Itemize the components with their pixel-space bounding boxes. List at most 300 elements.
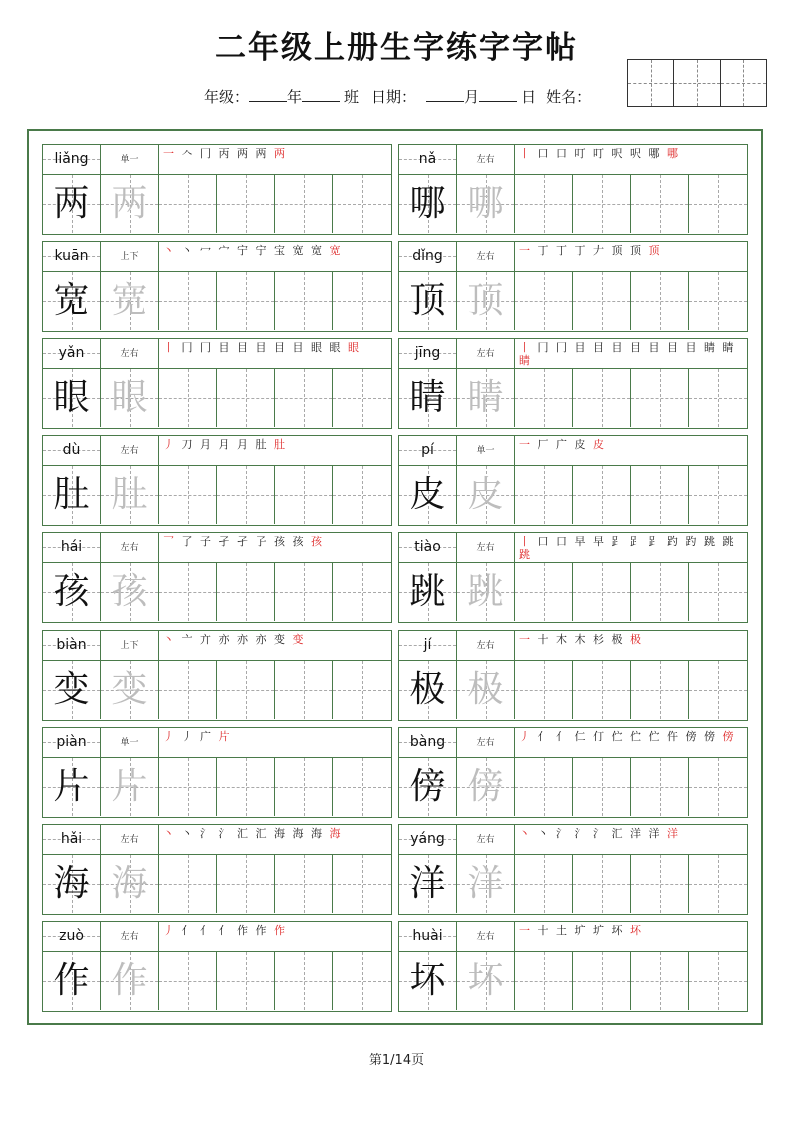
stroke-step: 丶 bbox=[519, 827, 532, 840]
stroke-step: 广 bbox=[556, 438, 569, 451]
practice-cell[interactable] bbox=[159, 466, 217, 524]
practice-cell[interactable] bbox=[275, 758, 333, 816]
structure-label: 左右 bbox=[101, 825, 159, 854]
writing-row bbox=[399, 758, 747, 816]
stroke-step: 宽 bbox=[292, 244, 306, 257]
card-info-row bbox=[399, 242, 747, 272]
stroke-step: 圹 bbox=[574, 924, 588, 937]
model-char-cell bbox=[43, 855, 101, 913]
practice-cell[interactable] bbox=[275, 272, 333, 330]
stroke-step: 作 bbox=[237, 924, 250, 937]
pinyin-cell bbox=[43, 145, 101, 174]
model-char-cell bbox=[43, 369, 101, 427]
model-char: 皮 bbox=[409, 474, 446, 515]
stroke-step: 一 bbox=[519, 244, 532, 257]
card-info-row bbox=[399, 436, 747, 466]
practice-cell[interactable] bbox=[573, 661, 631, 719]
pinyin-cell bbox=[43, 922, 101, 951]
model-char-cell bbox=[399, 661, 457, 719]
practice-cell[interactable] bbox=[159, 369, 217, 427]
practice-cell[interactable] bbox=[631, 369, 689, 427]
page-number: 第1/14页 bbox=[368, 1053, 425, 1068]
practice-cell[interactable] bbox=[573, 466, 631, 524]
practice-cell[interactable] bbox=[217, 175, 275, 233]
year-blank[interactable] bbox=[249, 87, 287, 102]
structure-label: 单一 bbox=[101, 728, 159, 757]
practice-cell[interactable] bbox=[515, 855, 573, 913]
trace-char: 傍 bbox=[467, 766, 504, 807]
practice-cell[interactable] bbox=[573, 369, 631, 427]
stroke-step: 早 bbox=[593, 535, 606, 548]
char-card-13 bbox=[398, 727, 748, 818]
day-label: 日 bbox=[521, 88, 537, 106]
stroke-step: 仁 bbox=[574, 730, 588, 743]
practice-cell[interactable] bbox=[689, 661, 747, 719]
stroke-step: 圹 bbox=[593, 924, 606, 937]
model-char: 变 bbox=[53, 669, 90, 710]
stroke-step: 睛 bbox=[722, 341, 736, 354]
practice-cell[interactable] bbox=[159, 563, 217, 621]
stroke-step: 丿 bbox=[163, 924, 176, 937]
practice-cell[interactable] bbox=[515, 758, 573, 816]
name-box-cell[interactable] bbox=[628, 60, 674, 106]
pinyin-text: huài bbox=[412, 928, 443, 944]
stroke-step: 皮 bbox=[574, 438, 588, 451]
pinyin-text: bàng bbox=[409, 734, 446, 750]
stroke-step: 仃 bbox=[593, 730, 606, 743]
stroke-step: 傍 bbox=[722, 730, 736, 743]
model-char-cell bbox=[399, 952, 457, 1010]
stroke-step: 广 bbox=[200, 730, 213, 743]
practice-cell[interactable] bbox=[689, 758, 747, 816]
stroke-step: 早 bbox=[574, 535, 588, 548]
practice-cell[interactable] bbox=[689, 952, 747, 1010]
stroke-step: 汇 bbox=[237, 827, 250, 840]
practice-cell[interactable] bbox=[515, 272, 573, 330]
stroke-step: 目 bbox=[593, 341, 606, 354]
practice-cell[interactable] bbox=[159, 855, 217, 913]
stroke-step: 眼 bbox=[348, 341, 361, 354]
day-blank[interactable] bbox=[479, 87, 517, 102]
stroke-order bbox=[163, 244, 387, 257]
stroke-step: 目 bbox=[611, 341, 625, 354]
pinyin-text: tiào bbox=[414, 539, 441, 555]
char-card-6 bbox=[42, 435, 392, 526]
stroke-step: 趵 bbox=[667, 535, 680, 548]
stroke-step: 孑 bbox=[237, 535, 250, 548]
writing-row bbox=[399, 855, 747, 913]
trace-char-cell bbox=[457, 466, 515, 524]
stroke-step: 氵 bbox=[593, 827, 606, 840]
pinyin-cell bbox=[399, 728, 457, 757]
name-box[interactable] bbox=[627, 59, 767, 107]
practice-cell[interactable] bbox=[631, 175, 689, 233]
structure-label: 左右 bbox=[101, 436, 159, 465]
stroke-step: 丨 bbox=[163, 341, 176, 354]
stroke-step: 亦 bbox=[218, 633, 232, 646]
trace-char: 洋 bbox=[467, 863, 504, 904]
stroke-step: 亦 bbox=[237, 633, 250, 646]
char-card-3 bbox=[398, 241, 748, 332]
model-char: 两 bbox=[53, 183, 90, 224]
structure-label: 左右 bbox=[457, 339, 515, 368]
stroke-step: 海 bbox=[311, 827, 324, 840]
stroke-step: 丨 bbox=[519, 147, 532, 160]
writing-row bbox=[43, 758, 391, 816]
stroke-step: 目 bbox=[255, 341, 269, 354]
structure-label: 上下 bbox=[101, 242, 159, 271]
trace-char: 作 bbox=[111, 960, 148, 1001]
stroke-step: 宽 bbox=[329, 244, 343, 257]
structure-label: 左右 bbox=[457, 825, 515, 854]
practice-cell[interactable] bbox=[631, 466, 689, 524]
practice-cell[interactable] bbox=[217, 563, 275, 621]
model-char-cell bbox=[43, 758, 101, 816]
practice-cell[interactable] bbox=[631, 952, 689, 1010]
stroke-step: 海 bbox=[329, 827, 343, 840]
practice-cell[interactable] bbox=[159, 758, 217, 816]
stroke-step: 宁 bbox=[237, 244, 250, 257]
stroke-step: 叮 bbox=[593, 147, 606, 160]
trace-char-cell bbox=[101, 758, 159, 816]
stroke-step: 呎 bbox=[611, 147, 625, 160]
stroke-step: 木 bbox=[556, 633, 569, 646]
writing-row bbox=[399, 952, 747, 1010]
card-info-row bbox=[43, 631, 391, 661]
writing-row bbox=[43, 369, 391, 427]
model-char: 洋 bbox=[409, 863, 446, 904]
stroke-order bbox=[519, 535, 743, 561]
pinyin-cell bbox=[43, 533, 101, 562]
writing-row bbox=[399, 466, 747, 524]
trace-char: 哪 bbox=[467, 183, 504, 224]
stroke-order bbox=[163, 827, 387, 840]
structure-label: 左右 bbox=[101, 533, 159, 562]
stroke-step: 顶 bbox=[648, 244, 662, 257]
practice-cell[interactable] bbox=[275, 855, 333, 913]
pinyin-cell bbox=[399, 339, 457, 368]
stroke-step: 皮 bbox=[593, 438, 606, 451]
stroke-step: 亻 bbox=[181, 924, 195, 937]
practice-cell[interactable] bbox=[333, 272, 391, 330]
class-label: 班 bbox=[344, 88, 360, 106]
practice-cell[interactable] bbox=[159, 272, 217, 330]
stroke-step: 丶 bbox=[181, 244, 195, 257]
info-line bbox=[204, 86, 591, 107]
practice-cell[interactable] bbox=[573, 855, 631, 913]
pinyin-text: liǎng bbox=[54, 151, 89, 167]
structure-label: 左右 bbox=[457, 533, 515, 562]
model-char: 坏 bbox=[409, 960, 446, 1001]
trace-char: 跳 bbox=[467, 571, 504, 612]
stroke-step: 亻 bbox=[200, 924, 213, 937]
pinyin-cell bbox=[399, 825, 457, 854]
card-info-row bbox=[43, 436, 391, 466]
model-char: 作 bbox=[53, 960, 90, 1001]
model-char-cell bbox=[43, 661, 101, 719]
trace-char: 海 bbox=[111, 863, 148, 904]
stroke-step: 跳 bbox=[722, 535, 736, 548]
stroke-step: 目 bbox=[218, 341, 232, 354]
stroke-order bbox=[163, 924, 387, 937]
stroke-step: 冂 bbox=[200, 147, 213, 160]
stroke-step: 子 bbox=[200, 535, 213, 548]
structure-label: 左右 bbox=[457, 728, 515, 757]
practice-cell[interactable] bbox=[217, 272, 275, 330]
pinyin-cell bbox=[399, 242, 457, 271]
practice-cell[interactable] bbox=[217, 952, 275, 1010]
stroke-step: 丨 bbox=[519, 535, 532, 548]
stroke-step: 丁 bbox=[556, 244, 569, 257]
stroke-step: 冂 bbox=[200, 341, 213, 354]
stroke-step: 冂 bbox=[537, 341, 551, 354]
writing-row bbox=[43, 661, 391, 719]
practice-cell[interactable] bbox=[689, 466, 747, 524]
trace-char-cell bbox=[457, 272, 515, 330]
pinyin-cell bbox=[43, 242, 101, 271]
practice-cell[interactable] bbox=[275, 175, 333, 233]
practice-cell[interactable] bbox=[689, 563, 747, 621]
practice-cell[interactable] bbox=[689, 369, 747, 427]
practice-cell[interactable] bbox=[515, 175, 573, 233]
stroke-step: 氵 bbox=[556, 827, 569, 840]
practice-cell[interactable] bbox=[573, 952, 631, 1010]
practice-cell[interactable] bbox=[275, 952, 333, 1010]
writing-row bbox=[399, 175, 747, 233]
model-char: 顶 bbox=[409, 280, 446, 321]
practice-cell[interactable] bbox=[217, 661, 275, 719]
practice-cell[interactable] bbox=[159, 661, 217, 719]
practice-cell[interactable] bbox=[631, 758, 689, 816]
stroke-order bbox=[519, 438, 743, 451]
trace-char: 片 bbox=[111, 766, 148, 807]
stroke-step: 孩 bbox=[274, 535, 287, 548]
stroke-step: 丨 bbox=[519, 341, 532, 354]
practice-cell[interactable] bbox=[573, 272, 631, 330]
card-info-row bbox=[43, 242, 391, 272]
char-card-7 bbox=[398, 435, 748, 526]
char-card-1 bbox=[398, 144, 748, 235]
stroke-step: 目 bbox=[292, 341, 306, 354]
pinyin-cell bbox=[399, 922, 457, 951]
writing-row bbox=[43, 466, 391, 524]
model-char: 眼 bbox=[53, 377, 90, 418]
model-char-cell bbox=[399, 466, 457, 524]
pinyin-cell bbox=[43, 631, 101, 660]
stroke-order bbox=[163, 535, 387, 548]
trace-char-cell bbox=[457, 175, 515, 233]
stroke-step: 宝 bbox=[274, 244, 287, 257]
stroke-order bbox=[163, 730, 387, 743]
pinyin-text: kuān bbox=[54, 248, 89, 264]
stroke-step: 两 bbox=[237, 147, 250, 160]
stroke-order bbox=[163, 438, 387, 451]
practice-cell[interactable] bbox=[217, 369, 275, 427]
practice-cell[interactable] bbox=[275, 466, 333, 524]
char-card-11 bbox=[398, 630, 748, 721]
trace-char-cell bbox=[457, 369, 515, 427]
stroke-step: 跳 bbox=[519, 548, 532, 561]
stroke-step: 丶 bbox=[163, 244, 176, 257]
pinyin-text: piàn bbox=[56, 734, 87, 750]
stroke-step: 冖 bbox=[200, 244, 213, 257]
practice-cell[interactable] bbox=[631, 855, 689, 913]
writing-row bbox=[399, 369, 747, 427]
pinyin-text: yáng bbox=[410, 831, 445, 847]
trace-char: 宽 bbox=[111, 280, 148, 321]
card-info-row bbox=[43, 145, 391, 175]
trace-char-cell bbox=[101, 563, 159, 621]
practice-cell[interactable] bbox=[333, 855, 391, 913]
structure-label: 左右 bbox=[101, 339, 159, 368]
practice-cell[interactable] bbox=[275, 369, 333, 427]
stroke-step: 极 bbox=[611, 633, 625, 646]
practice-cell[interactable] bbox=[631, 272, 689, 330]
stroke-step: 亻 bbox=[537, 730, 551, 743]
practice-cell[interactable] bbox=[573, 175, 631, 233]
trace-char: 皮 bbox=[467, 474, 504, 515]
practice-cell[interactable] bbox=[631, 563, 689, 621]
pinyin-text: pí bbox=[421, 442, 434, 458]
char-card-9 bbox=[398, 532, 748, 623]
stroke-step: 傍 bbox=[685, 730, 699, 743]
practice-cell[interactable] bbox=[515, 369, 573, 427]
practice-cell[interactable] bbox=[333, 661, 391, 719]
stroke-step: 两 bbox=[274, 147, 287, 160]
model-char: 孩 bbox=[53, 571, 90, 612]
stroke-step: 两 bbox=[255, 147, 269, 160]
card-info-row bbox=[399, 922, 747, 952]
model-char-cell bbox=[43, 466, 101, 524]
practice-cell[interactable] bbox=[275, 563, 333, 621]
stroke-step: 海 bbox=[274, 827, 287, 840]
practice-cell[interactable] bbox=[217, 758, 275, 816]
practice-cell[interactable] bbox=[689, 175, 747, 233]
writing-row bbox=[43, 175, 391, 233]
pinyin-text: jīng bbox=[414, 345, 441, 361]
stroke-step: 目 bbox=[574, 341, 588, 354]
model-char: 片 bbox=[53, 766, 90, 807]
stroke-step: 伫 bbox=[611, 730, 625, 743]
practice-cell[interactable] bbox=[515, 952, 573, 1010]
practice-cell[interactable] bbox=[275, 661, 333, 719]
stroke-step: 口 bbox=[556, 535, 569, 548]
structure-label: 左右 bbox=[457, 242, 515, 271]
card-info-row bbox=[399, 533, 747, 563]
trace-char: 孩 bbox=[111, 571, 148, 612]
stroke-step: 了 bbox=[181, 535, 195, 548]
practice-cell[interactable] bbox=[333, 758, 391, 816]
stroke-step: 跳 bbox=[704, 535, 717, 548]
model-char: 海 bbox=[53, 863, 90, 904]
grade-label: 年级： bbox=[204, 88, 250, 106]
stroke-step: 顶 bbox=[630, 244, 643, 257]
practice-cell[interactable] bbox=[515, 661, 573, 719]
pinyin-text: hǎi bbox=[60, 831, 83, 847]
structure-label: 上下 bbox=[101, 631, 159, 660]
practice-cell[interactable] bbox=[573, 758, 631, 816]
writing-row bbox=[43, 952, 391, 1010]
card-info-row bbox=[43, 825, 391, 855]
practice-cell[interactable] bbox=[689, 855, 747, 913]
stroke-step: 一 bbox=[519, 633, 532, 646]
pinyin-text: dù bbox=[62, 442, 81, 458]
practice-cell[interactable] bbox=[515, 563, 573, 621]
pinyin-cell bbox=[399, 145, 457, 174]
stroke-step: 仵 bbox=[667, 730, 680, 743]
model-char: 跳 bbox=[409, 571, 446, 612]
structure-label: 左右 bbox=[457, 631, 515, 660]
model-char-cell bbox=[43, 175, 101, 233]
practice-cell[interactable] bbox=[333, 466, 391, 524]
stroke-step: 丿 bbox=[181, 730, 195, 743]
model-char: 极 bbox=[409, 669, 446, 710]
stroke-step: 睛 bbox=[704, 341, 717, 354]
stroke-step: 作 bbox=[255, 924, 269, 937]
stroke-step: 杉 bbox=[593, 633, 606, 646]
practice-cell[interactable] bbox=[333, 952, 391, 1010]
trace-char: 肚 bbox=[111, 474, 148, 515]
practice-cell[interactable] bbox=[217, 466, 275, 524]
char-card-14 bbox=[42, 824, 392, 915]
char-card-15 bbox=[398, 824, 748, 915]
stroke-step: 乛 bbox=[163, 535, 176, 548]
stroke-step: 坏 bbox=[611, 924, 625, 937]
trace-char-cell bbox=[101, 272, 159, 330]
structure-label: 左右 bbox=[457, 145, 515, 174]
stroke-step: 氵 bbox=[200, 827, 213, 840]
stroke-step: 伫 bbox=[648, 730, 662, 743]
char-card-12 bbox=[42, 727, 392, 818]
model-char: 肚 bbox=[53, 474, 90, 515]
practice-cell[interactable] bbox=[573, 563, 631, 621]
stroke-order bbox=[519, 827, 743, 840]
model-char: 睛 bbox=[409, 377, 446, 418]
stroke-step: 叮 bbox=[574, 147, 588, 160]
trace-char-cell bbox=[101, 855, 159, 913]
practice-cell[interactable] bbox=[515, 466, 573, 524]
name-box-cell[interactable] bbox=[721, 60, 766, 106]
practice-cell[interactable] bbox=[689, 272, 747, 330]
month-blank[interactable] bbox=[426, 87, 464, 102]
practice-cell[interactable] bbox=[217, 855, 275, 913]
stroke-step: 亻 bbox=[218, 924, 232, 937]
practice-cell[interactable] bbox=[159, 175, 217, 233]
stroke-step: 丿 bbox=[163, 438, 176, 451]
name-box-cell[interactable] bbox=[674, 60, 720, 106]
practice-cell[interactable] bbox=[631, 661, 689, 719]
card-info-row bbox=[399, 728, 747, 758]
trace-char: 变 bbox=[111, 669, 148, 710]
stroke-step: 片 bbox=[218, 730, 232, 743]
pinyin-cell bbox=[43, 436, 101, 465]
month-label: 月 bbox=[464, 88, 480, 106]
model-char: 哪 bbox=[409, 183, 446, 224]
model-char-cell bbox=[43, 563, 101, 621]
stroke-step: 海 bbox=[292, 827, 306, 840]
class-blank[interactable] bbox=[302, 87, 340, 102]
practice-cell[interactable] bbox=[159, 952, 217, 1010]
stroke-step: 睛 bbox=[519, 354, 532, 367]
char-card-4 bbox=[42, 338, 392, 429]
stroke-step: 洋 bbox=[630, 827, 643, 840]
practice-cell[interactable] bbox=[333, 175, 391, 233]
stroke-step: 𧾷 bbox=[611, 535, 625, 548]
practice-cell[interactable] bbox=[333, 369, 391, 427]
practice-cell[interactable] bbox=[333, 563, 391, 621]
stroke-order bbox=[519, 147, 743, 160]
writing-row bbox=[43, 272, 391, 330]
